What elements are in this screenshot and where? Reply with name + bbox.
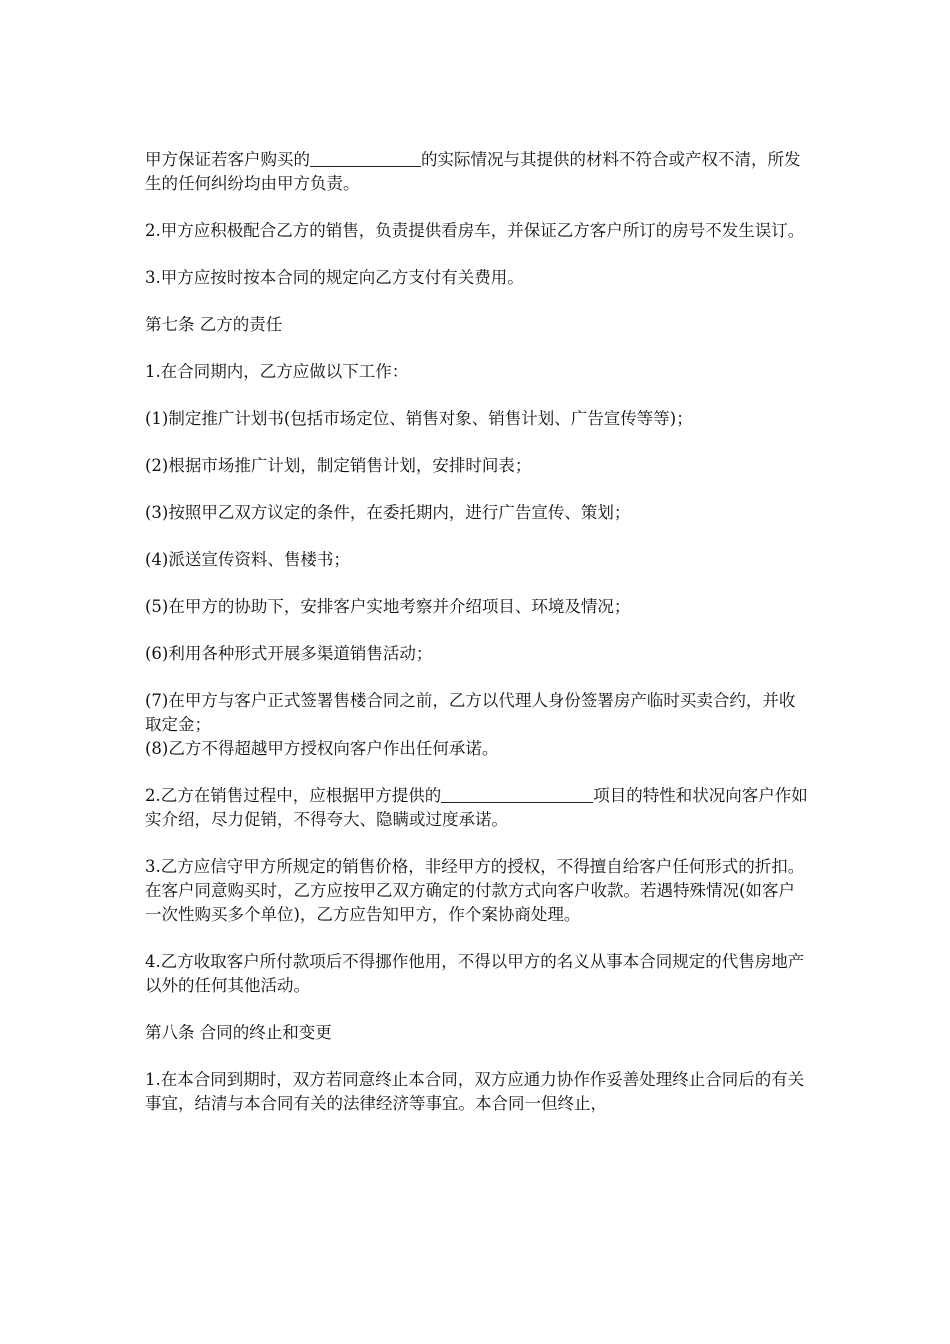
list-item-2: (2)根据市场推广计划，制定销售计划，安排时间表； [145, 456, 532, 475]
list-item-8: (8)乙方不得超越甲方授权向客户作出任何承诺。 [145, 739, 499, 758]
paragraph-a2: 2.甲方应积极配合乙方的销售，负责提供看房车，并保证乙方客户所订的房号不发生误订。 [145, 221, 805, 240]
paragraph-c1: 1.在本合同到期时，双方若同意终止本合同，双方应通力协作作妥善处理终止合同后的有关事宜，结清与本合同有关的法律经济等事宜。本合同一但终止， [145, 1070, 805, 1113]
paragraph-a3: 3.甲方应按时按本合同的规定向乙方支付有关费用。 [145, 268, 524, 287]
list-item-4: (4)派送宣传资料、售楼书； [145, 550, 350, 569]
paragraph-party-a-guarantee [145, 148, 810, 196]
list-item-7: (7)在甲方与客户正式签署售楼合同之前，乙方以代理人身份签署房产临时买卖合约，并收取定金； [145, 691, 796, 734]
paragraph-b1: 1.在合同期内，乙方应做以下工作： [145, 362, 409, 381]
paragraph-b4: 4.乙方收取客户所付款项后不得挪作他用，不得以甲方的名义从事本合同规定的代售房地产以外的任何其他活动。 [145, 952, 805, 995]
text-segment: 2.乙方在销售过程中，应根据甲方提供的 [145, 786, 442, 805]
list-item-1: (1)制定推广计划书(包括市场定位、销售对象、销售计划、广告宣传等等)； [145, 409, 693, 428]
paragraph-b3: 3.乙方应信守甲方所规定的销售价格，非经甲方的授权，不得擅自给客户任何形式的折扣。在客户同意购买时，乙方应按甲乙双方确定的付款方式向客户收款。若遇特殊情况(如客户一次性购买多个单位)，乙方应告知甲方，作个案协商处理。 [145, 857, 805, 924]
section-heading-article-8: 第八条 合同的终止和变更 [145, 1023, 332, 1042]
list-item-5: (5)在甲方的协助下，安排客户实地考察并介绍项目、环境及情况； [145, 597, 631, 616]
list-item-6: (6)利用各种形式开展多渠道销售活动； [145, 644, 433, 663]
text-segment: 的实际情况与其提供的材料不符合或产权不清，所发生的任何纠纷均由甲方负责。 [145, 150, 801, 193]
document-page [145, 148, 810, 1139]
blank-field[interactable] [310, 148, 421, 167]
text-segment: 项目的特性和状况向客户作如实介绍，尽力促销，不得夸大、隐瞒或过度承诺。 [145, 786, 808, 829]
paragraph-b2 [145, 784, 810, 832]
text-segment: 甲方保证若客户购买的 [145, 150, 310, 169]
list-item-3: (3)按照甲乙双方议定的条件，在委托期内，进行广告宣传、策划； [145, 503, 631, 522]
blank-field[interactable] [441, 784, 593, 803]
section-heading-article-7: 第七条 乙方的责任 [145, 315, 283, 334]
